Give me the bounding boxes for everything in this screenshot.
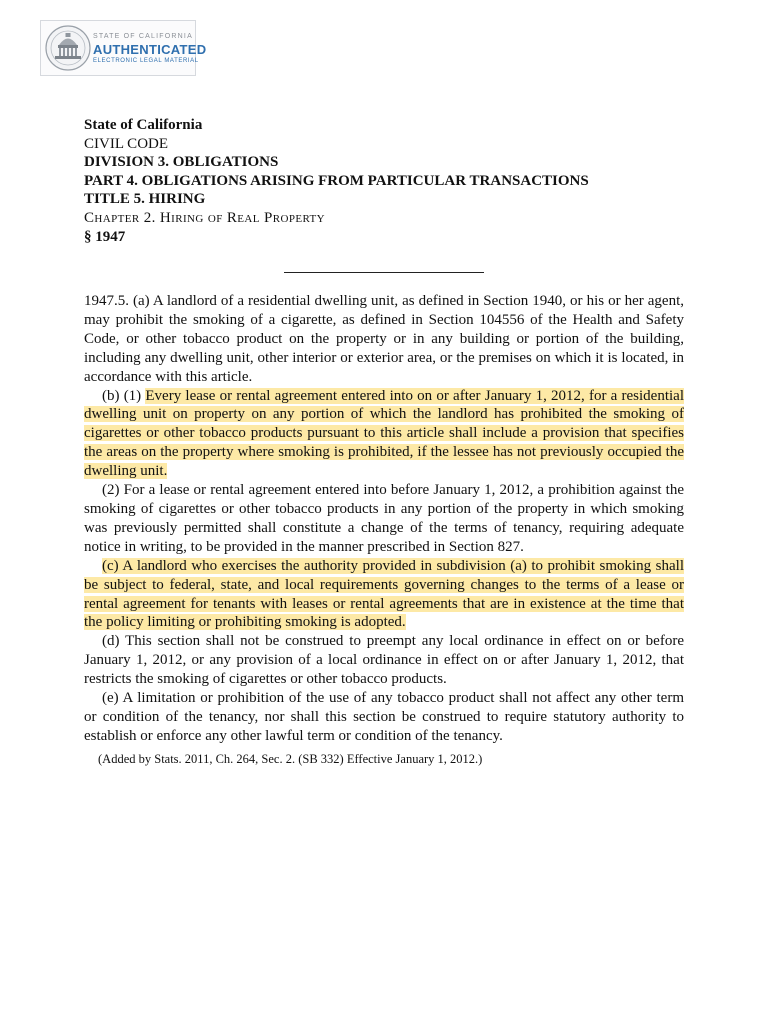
seal-subtitle: ELECTRONIC LEGAL MATERIAL	[93, 58, 199, 64]
heading-section: § 1947	[84, 228, 126, 245]
subdivision-b1	[84, 387, 684, 482]
heading-title: TITLE 5. HIRING	[84, 191, 206, 208]
heading-code: CIVIL CODE	[84, 135, 169, 152]
authentication-seal	[40, 20, 207, 76]
heading-part: PART 4. OBLIGATIONS ARISING FROM PARTICULAR TRANSACTIONS	[84, 172, 589, 189]
seal-authenticated-label: AUTHENTICATED	[93, 42, 207, 57]
capitol-seal-icon	[44, 24, 92, 72]
subdivision-b1-prefix: (b) (1)	[102, 387, 146, 404]
subdivision-c	[84, 557, 684, 633]
subdivision-e: (e) A limitation or prohibition of the use of any tobacco product shall not affect any other term or condition of the tenancy, nor shall this section be construed to require statutory authority to establish or enforce any other lawful term or condition of the tenancy.	[84, 690, 684, 744]
heading-chapter: Chapter 2. Hiring of Real Property	[84, 209, 326, 226]
history-note: (Added by Stats. 2011, Ch. 264, Sec. 2. (SB 332) Effective January 1, 2012.)	[98, 751, 483, 766]
code-heading	[84, 116, 704, 246]
highlight-b1: Every lease or rental agreement entered into on or after January 1, 2012, for a residential dwelling unit on property on any portion of which the landlord has prohibited the smoking of cigarettes or other tobacco products pursuant to this article shall include a provision that specifies the areas on the property where smoking is prohibited, if the lessee has not previously occupied the dwelling unit.	[84, 387, 685, 480]
highlight-c: (c) A landlord who exercises the authority provided in subdivision (a) to prohibit smoking shall be subject to federal, state, and local requirements governing changes to the terms of a lease or rental agreement for tenants with leases or rental agreements that are in existence at the time that the policy limiting or prohibiting smoking is adopted.	[84, 557, 684, 631]
seal-state-label: STATE OF CALIFORNIA	[93, 33, 193, 40]
statute-text	[84, 292, 684, 767]
heading-state: State of California	[84, 117, 203, 133]
subdivision-a: 1947.5. (a) A landlord of a residential dwelling unit, as defined in Section 1940, or his or her agent, may prohibit the smoking of a cigarette, as defined in Section 104556 of the Health and Safety Code, or other tobacco product on the property or in any building or portion of the building, including any dwelling unit, other interior or exterior area, or the premises on which it is located, in accordance with this article.	[84, 293, 684, 385]
divider-rule	[284, 272, 484, 273]
subdivision-d: (d) This section shall not be construed to preempt any local ordinance in effect on or before January 1, 2012, or any provision of a local ordinance in effect on or after January 1, 2012, that restricts the smoking of cigarettes or other tobacco products.	[84, 633, 684, 688]
subdivision-b2: (2) For a lease or rental agreement entered into before January 1, 2012, a prohibition against the smoking of cigarettes or other tobacco products in any portion of the property in which smoking was previously permitted shall constitute a change of the terms of tenancy, requiring adequate notice in writing, to be provided in the manner prescribed in Section 827.	[84, 482, 684, 555]
heading-division: DIVISION 3. OBLIGATIONS	[84, 154, 279, 171]
